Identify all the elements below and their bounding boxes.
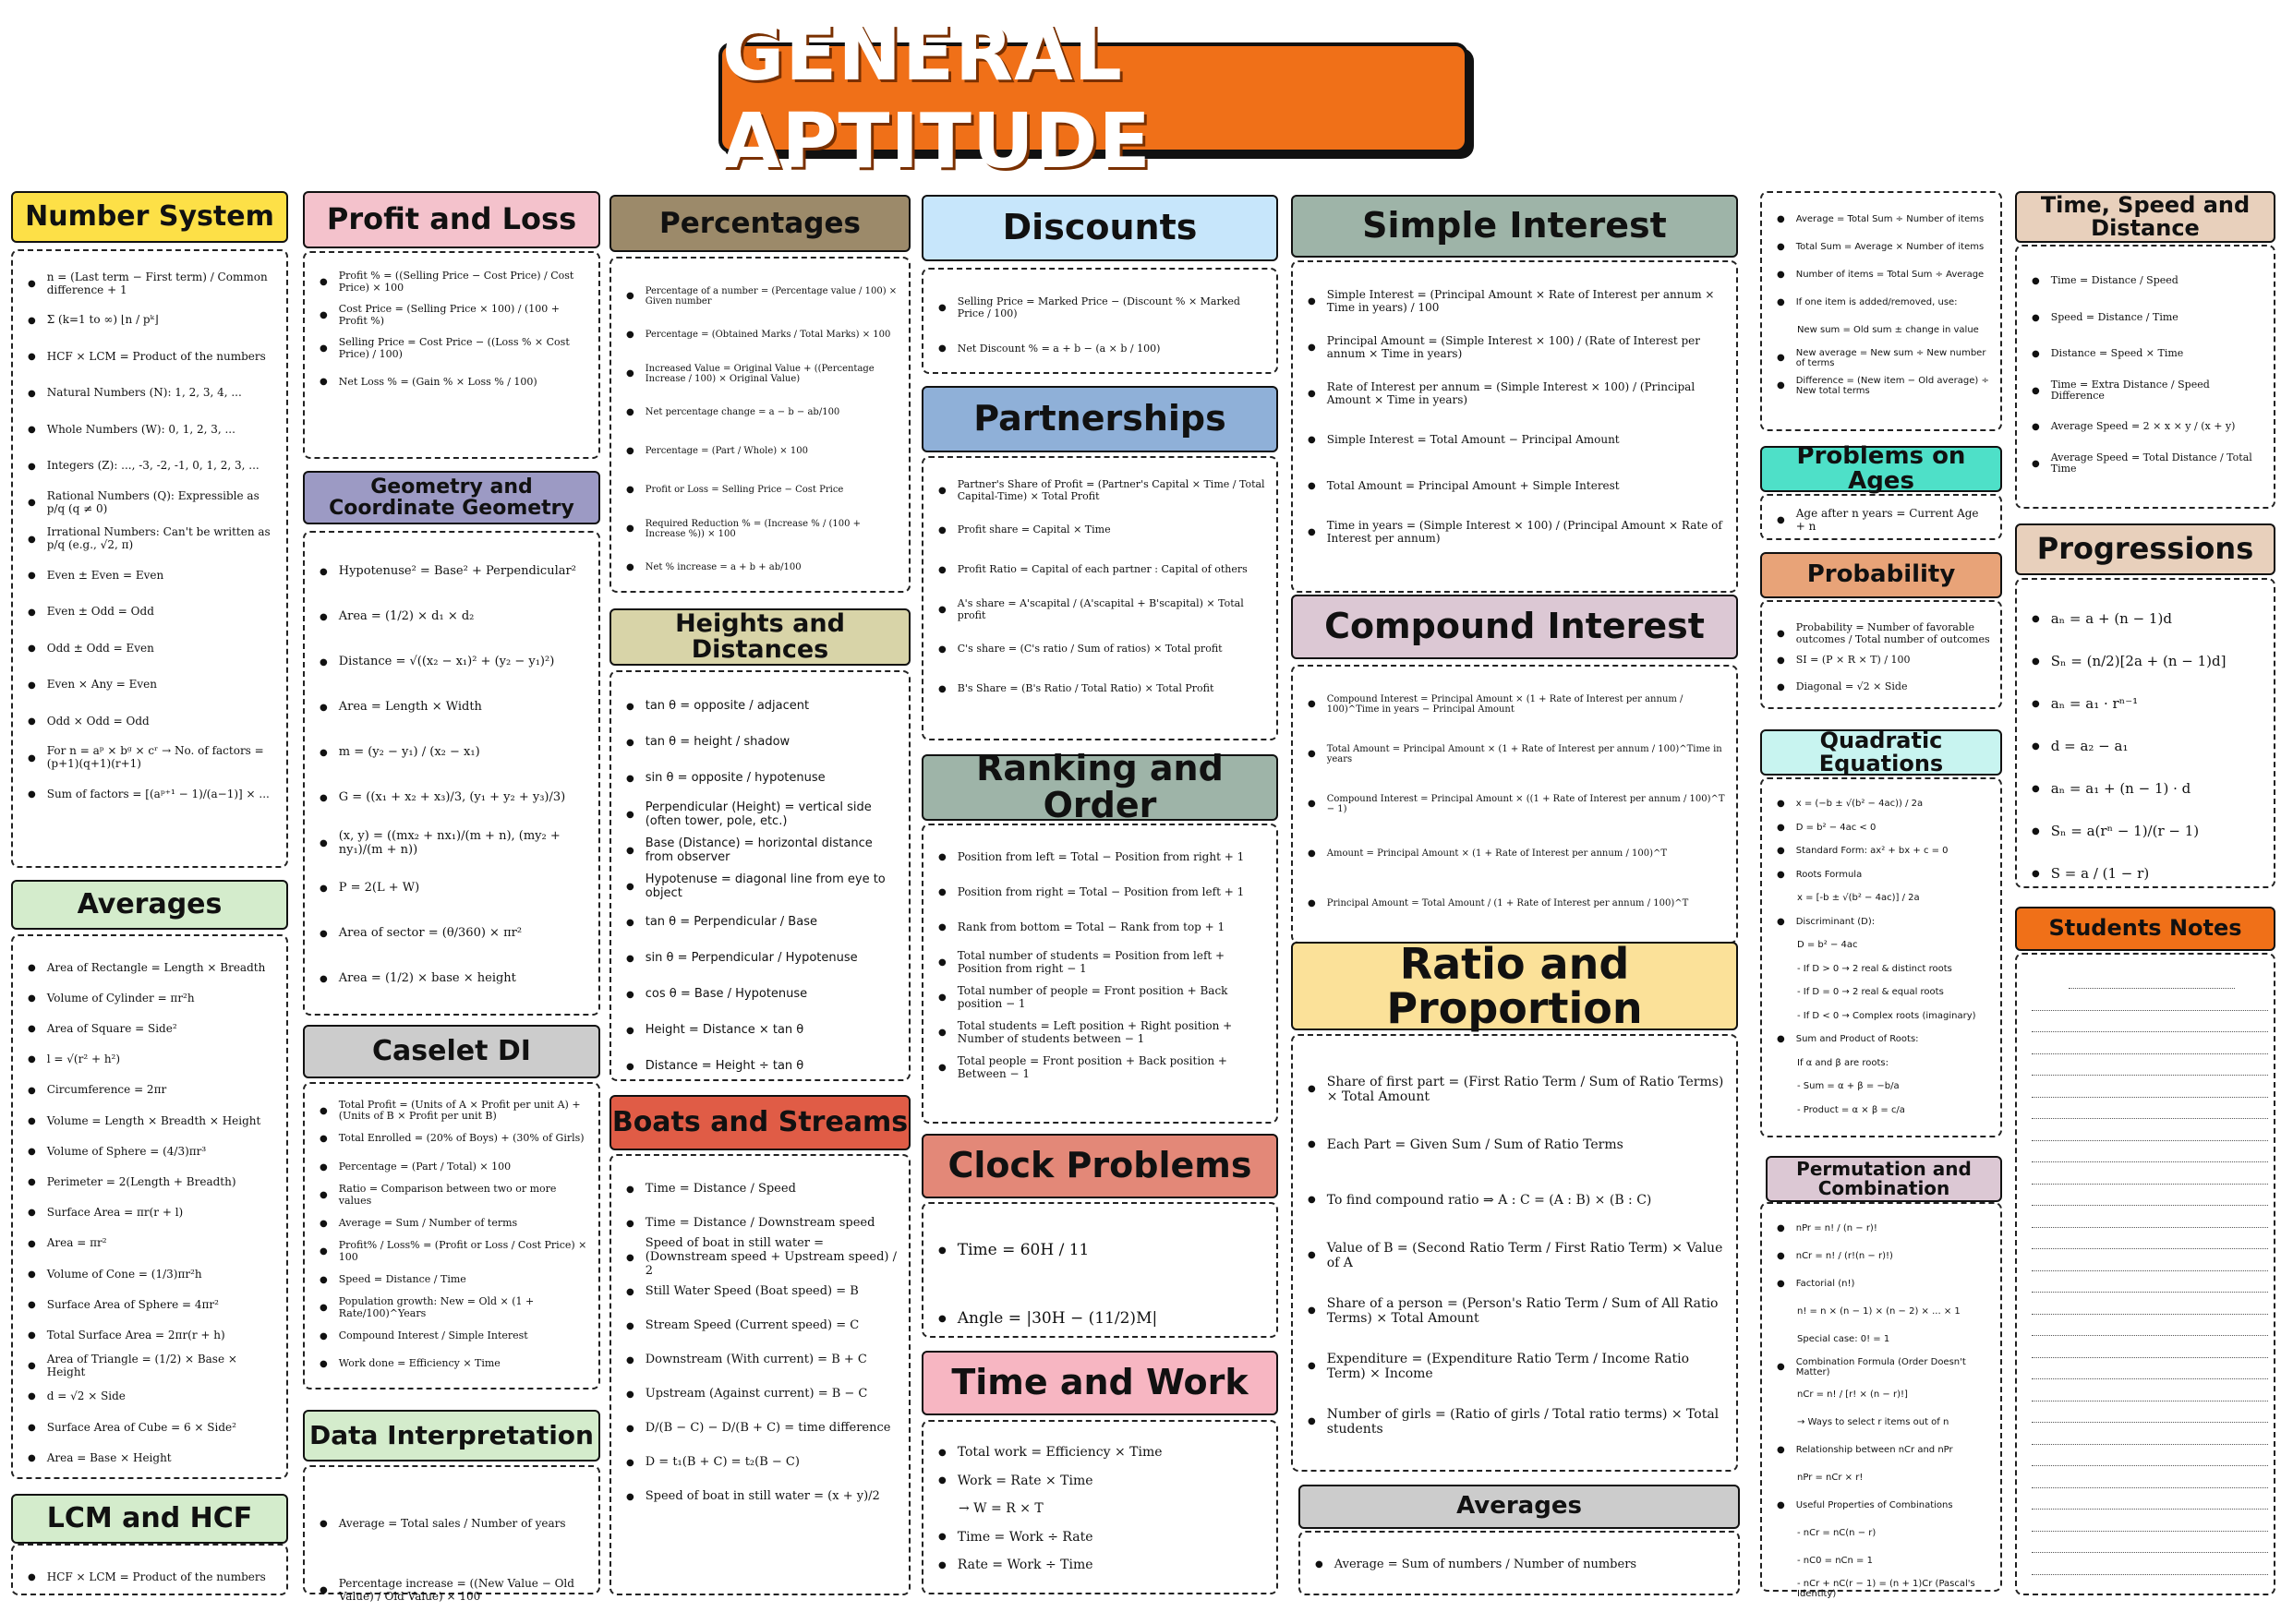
formula-item: ● If one item is added/removed, use:: [1777, 289, 1991, 317]
formula-item: ● tan θ = Perpendicular / Base: [626, 905, 899, 941]
formula-item: ● P = 2(L + W): [320, 866, 589, 911]
clock-header: Clock Problems: [922, 1134, 1278, 1198]
notes-line: [2032, 1552, 2268, 1553]
formula-item: ● Sₙ = a(rⁿ − 1)/(r − 1): [2032, 811, 2264, 853]
formula-item: ● Percentage of a number = (Percentage value / 100) × Given number: [626, 277, 899, 316]
heights-list: [626, 689, 899, 1085]
notes-line: [2032, 1140, 2268, 1141]
formula-item: ● Odd × Odd = Odd: [28, 704, 277, 740]
permutation-header: Permutation and Combination: [1766, 1156, 2002, 1202]
formula-item: ● Odd ± Odd = Even: [28, 631, 277, 668]
discounts-list: [938, 288, 1267, 369]
formula-item: ● Net Loss % = (Gain % × Loss % / 100): [320, 366, 589, 399]
formula-item: ● D/(B − C) − D/(B + C) = time difference: [626, 1412, 899, 1446]
formula-item: ● Total Sum = Average × Number of items: [1777, 234, 1991, 261]
formula-item: ● Speed of boat in still water = (x + y)/2: [626, 1480, 899, 1514]
formula-item: - If D = 0 → 2 real & equal roots: [1797, 987, 1944, 997]
averages-mid-list: [1315, 1551, 1729, 1579]
notes-line: [2032, 1205, 2268, 1206]
avg-rules-list: [1777, 206, 1991, 400]
formula-item: ● Sₙ = (n/2)[2a + (n − 1)d]: [2032, 641, 2264, 683]
formula-item: ● l = √(r² + h²): [28, 1045, 277, 1076]
ages-list: [1777, 507, 1991, 535]
formula-item: - nCr + nC(r − 1) = (n + 1)Cr (Pascal's Identity): [1797, 1578, 1975, 1599]
permutation-list: [1777, 1215, 1991, 1603]
formula-item: ● Percentage = (Obtained Marks / Total Marks) × 100: [626, 316, 899, 355]
formula-item: ● nCr = n! / (r!(n − r)!): [1777, 1243, 1991, 1270]
formula-item: ● Distance = Height ÷ tan θ: [626, 1049, 899, 1085]
notes-line: [2032, 1227, 2268, 1228]
formula-item: ● d = √2 × Side: [28, 1382, 277, 1413]
profit-loss-list: [320, 266, 589, 399]
formula-item: ● Required Reduction % = (Increase % / (100 + Increase %)) × 100: [626, 510, 899, 548]
formula-item: ● SI = (P × R × T) / 100: [1777, 647, 1991, 674]
formula-item: ● Area = Length × Width: [320, 685, 589, 730]
formula-item: ● G = ((x₁ + x₂ + x₃)/3, (y₁ + y₂ + y₃)/3): [320, 776, 589, 821]
heights-header: Heights and Distances: [609, 608, 911, 666]
formula-item: ● aₙ = a + (n − 1)d: [2032, 598, 2264, 641]
formula-item: ● Base (Distance) = horizontal distance from observer: [626, 833, 899, 869]
ages-header: Problems on Ages: [1760, 446, 2002, 492]
formula-item: ● Profit or Loss = Selling Price − Cost Price: [626, 471, 899, 510]
caselet-list: [320, 1097, 589, 1378]
discounts-header: Discounts: [922, 195, 1278, 261]
formula-item: ● Selling Price = Marked Price − (Discount % × Marked Price / 100): [938, 288, 1267, 329]
page-title-box: [718, 10, 1468, 186]
formula-item: ● Downstream (With current) = B + C: [626, 1343, 899, 1377]
formula-item: ● Perimeter = 2(Length + Breadth): [28, 1167, 277, 1197]
formula-item: ● Volume = Length × Breadth × Height: [28, 1106, 277, 1137]
formula-item: ● n = (Last term − First term) / Common difference + 1: [28, 266, 277, 303]
formula-item: ● Time = Distance / Speed: [626, 1173, 899, 1207]
formula-item: - Product = α × β = c/a: [1797, 1104, 1905, 1115]
formula-item: ● Sum of factors = [(aᵖ⁺¹ − 1)/(a−1)] × ...: [28, 776, 277, 813]
formula-item: ● Relationship between nCr and nPr: [1777, 1437, 1991, 1464]
formula-item: ● Value of B = (Second Ratio Term / First Ratio Term) × Value of A: [1308, 1228, 1727, 1283]
notes-line: [2032, 1422, 2268, 1423]
formula-item: ● Profit Ratio = Capital of each partner : Capital of others: [938, 550, 1267, 590]
formula-item: ● Whole Numbers (W): 0, 1, 2, 3, ...: [28, 412, 277, 449]
formula-item: ● Roots Formula: [1777, 863, 1991, 887]
formula-item: ● Probability = Number of favorable outcomes / Total number of outcomes: [1777, 620, 1991, 647]
formula-item: ● Percentage = (Part / Total) × 100: [320, 1153, 589, 1182]
formula-item: ● Average = Total sales / Number of years: [320, 1491, 589, 1558]
formula-item: - nCr = nC(n − r): [1797, 1528, 1877, 1539]
formula-item: ● Number of girls = (Ratio of girls / Total ratio terms) × Total students: [1308, 1394, 1727, 1450]
formula-item: ● Integers (Z): ..., -3, -2, -1, 0, 1, 2, 3, ...: [28, 449, 277, 486]
formula-item: ● Angle = |30H − (11/2)M|: [938, 1285, 1267, 1353]
formula-item: ● Standard Form: ax² + bx + c = 0: [1777, 839, 1991, 863]
geometry-header: Geometry and Coordinate Geometry: [303, 471, 600, 524]
formula-item: ● Area of Rectangle = Length × Breadth: [28, 953, 277, 983]
formula-item: ● m = (y₂ − y₁) / (x₂ − x₁): [320, 730, 589, 776]
formula-item: ● Rate of Interest per annum = (Simple Interest × 100) / (Principal Amount × Time in years): [1308, 371, 1727, 417]
formula-item: ● Time = Distance / Downstream speed: [626, 1207, 899, 1241]
partnerships-header: Partnerships: [922, 386, 1278, 452]
formula-item: nPr = nCr × r!: [1797, 1473, 1864, 1484]
clock-list: [938, 1217, 1267, 1353]
formula-item: ● D = b² − 4ac < 0: [1777, 816, 1991, 840]
formula-item: → W = R × T: [959, 1501, 1044, 1517]
formula-item: ● New average = New sum ÷ New number of terms: [1777, 344, 1991, 372]
formula-item: ● Average = Sum of numbers / Number of numbers: [1315, 1551, 1729, 1579]
formula-item: ● Stream Speed (Current speed) = C: [626, 1309, 899, 1343]
formula-item: ● Amount = Principal Amount × (1 + Rate of Interest per annum / 100)^T: [1308, 829, 1727, 879]
formula-item: ● Cost Price = (Selling Price × 100) / (100 + Profit %): [320, 299, 589, 332]
formula-item: ● Profit share = Capital × Time: [938, 511, 1267, 550]
simple-interest-header: Simple Interest: [1291, 195, 1738, 258]
formula-item: ● nPr = n! / (n − r)!: [1777, 1215, 1991, 1243]
formula-item: ● x = (−b ± √(b² − 4ac)) / 2a: [1777, 792, 1991, 816]
formula-item: ● Area = πr²: [28, 1229, 277, 1259]
formula-item: ● Combination Formula (Order Doesn't Matter): [1777, 1353, 1991, 1381]
formula-item: ● Total Enrolled = (20% of Boys) + (30% of Girls): [320, 1125, 589, 1154]
formula-item: ● Population growth: New = Old × (1 + Rate/100)^Years: [320, 1294, 589, 1323]
percentages-header: Percentages: [609, 195, 911, 252]
formula-item: ● Perpendicular (Height) = vertical side (often tower, pole, etc.): [626, 797, 899, 833]
formula-item: ● Share of first part = (First Ratio Term / Sum of Ratio Terms) × Total Amount: [1308, 1062, 1727, 1117]
formula-item: ● Total Amount = Principal Amount + Simple Interest: [1308, 463, 1727, 510]
notes-line: [2032, 1314, 2268, 1315]
notes-line: [2069, 988, 2235, 989]
formula-item: ● sin θ = opposite / hypotenuse: [626, 761, 899, 797]
formula-item: ● Even ± Even = Even: [28, 558, 277, 595]
formula-item: ● Distance = √((x₂ − x₁)² + (y₂ − y₁)²): [320, 640, 589, 685]
number-system-header: Number System: [11, 191, 288, 243]
lcm-hcf-header: LCM and HCF: [11, 1494, 288, 1544]
formula-item: ● Principal Amount = (Simple Interest × 100) / (Rate of Interest per annum × Time in years): [1308, 325, 1727, 371]
formula-item: ● Average = Sum / Number of terms: [320, 1209, 589, 1238]
time-work-header: Time and Work: [922, 1351, 1278, 1415]
formula-item: ● Diagonal = √2 × Side: [1777, 674, 1991, 701]
formula-item: ● Simple Interest = Total Amount − Principal Amount: [1308, 417, 1727, 463]
data-interp-header: Data Interpretation: [303, 1410, 600, 1462]
formula-item: ● cos θ = Base / Hypotenuse: [626, 977, 899, 1013]
formula-item: ● Area = (1/2) × d₁ × d₂: [320, 595, 589, 640]
formula-item: ● Upstream (Against current) = B − C: [626, 1377, 899, 1412]
quadratic-list: [1777, 792, 1991, 1122]
formula-item: n! = n × (n − 1) × (n − 2) × ... × 1: [1797, 1306, 1961, 1317]
quadratic-header: Quadratic Equations: [1760, 729, 2002, 776]
formula-item: ● Speed of boat in still water = (Downstream speed + Upstream speed) / 2: [626, 1241, 899, 1275]
formula-item: ● Increased Value = Original Value + ((Percentage Increase / 100) × Original Value): [626, 355, 899, 393]
formula-item: ● Age after n years = Current Age + n: [1777, 507, 1991, 535]
formula-item: ● Expenditure = (Expenditure Ratio Term / Income Ratio Term) × Income: [1308, 1339, 1727, 1394]
formula-item: ● Discriminant (D):: [1777, 910, 1991, 934]
formula-item: ● Rate = Work ÷ Time: [938, 1551, 1267, 1580]
formula-item: ● Work = Rate × Time: [938, 1467, 1267, 1496]
formula-item: - If D > 0 → 2 real & distinct roots: [1797, 963, 1952, 974]
percentages-list: [626, 277, 899, 587]
formula-item: ● Compound Interest / Simple Interest: [320, 1322, 589, 1351]
notes-line: [2032, 1053, 2268, 1054]
compound-interest-list: [1308, 680, 1727, 929]
formula-item: ● Area of Triangle = (1/2) × Base × Height: [28, 1351, 277, 1381]
formula-item: ● Selling Price = Cost Price − ((Loss % × Cost Price) / 100): [320, 332, 589, 366]
averages-mid-header: Averages: [1298, 1485, 1740, 1529]
formula-item: ● Σ (k=1 to ∞) ⌊n / pᵏ⌋: [28, 303, 277, 340]
tsd-list: [2032, 263, 2264, 482]
boats-list: [626, 1173, 899, 1514]
formula-item: ● D = t₁(B + C) = t₂(B − C): [626, 1446, 899, 1480]
formula-item: → Ways to select r items out of n: [1797, 1417, 1949, 1428]
ranking-list: [938, 840, 1267, 1086]
ranking-header: Ranking and Order: [922, 754, 1278, 821]
formula-item: ● Each Part = Given Sum / Sum of Ratio Terms: [1308, 1117, 1727, 1173]
formula-item: ● Compound Interest = Principal Amount × ((1 + Rate of Interest per annum / 100)^T − 1): [1308, 779, 1727, 829]
formula-item: ● Average Speed = 2 × x × y / (x + y): [2032, 409, 2264, 446]
formula-item: ● Distance = Speed × Time: [2032, 336, 2264, 373]
formula-item: ● Time = Distance / Speed: [2032, 263, 2264, 300]
notes-line: [2032, 1335, 2268, 1336]
formula-item: ● For n = aᵖ × bᵍ × cʳ → No. of factors = (p+1)(q+1)(r+1): [28, 740, 277, 777]
averages-left-list: [28, 953, 277, 1474]
formula-item: ● Area = (1/2) × base × height: [320, 956, 589, 1002]
formula-item: ● Profit % = ((Selling Price − Cost Price) / Cost Price) × 100: [320, 266, 589, 299]
formula-item: D = b² − 4ac: [1797, 940, 1858, 950]
notes-line: [2032, 1531, 2268, 1532]
formula-item: ● Share of a person = (Person's Ratio Term / Sum of All Ratio Terms) × Total Amount: [1308, 1283, 1727, 1339]
formula-item: ● Rational Numbers (Q): Expressible as p/q (q ≠ 0): [28, 485, 277, 522]
progressions-list: [2032, 598, 2264, 896]
formula-item: ● Hypotenuse² = Base² + Perpendicular²: [320, 549, 589, 595]
formula-item: - Sum = α + β = −b/a: [1797, 1081, 1900, 1091]
notes-line: [2032, 1031, 2268, 1032]
boats-header: Boats and Streams: [609, 1095, 911, 1150]
formula-item: ● Average = Total Sum ÷ Number of items: [1777, 206, 1991, 234]
formula-item: ● Compound Interest = Principal Amount × (1 + Rate of Interest per annum / 100)^Time in years − Principal Amount: [1308, 680, 1727, 729]
lcm-hcf-list: [28, 1564, 277, 1592]
formula-item: ● Total work = Efficiency × Time: [938, 1438, 1267, 1467]
formula-item: ● Even × Any = Even: [28, 668, 277, 704]
formula-item: ● HCF × LCM = Product of the numbers: [28, 339, 277, 376]
formula-item: nCr = n! / [r! × (n − r)!]: [1797, 1389, 1908, 1401]
notes-header: Students Notes: [2015, 907, 2275, 951]
formula-item: ● Surface Area of Sphere = 4πr²: [28, 1290, 277, 1320]
formula-item: ● Total Amount = Principal Amount × (1 + Rate of Interest per annum / 100)^Time in years: [1308, 729, 1727, 779]
notes-line: [2032, 1509, 2268, 1510]
formula-item: ● Factorial (n!): [1777, 1270, 1991, 1298]
formula-item: ● tan θ = height / shadow: [626, 725, 899, 761]
formula-item: ● Volume of Cone = (1/3)πr²h: [28, 1259, 277, 1290]
formula-item: ● Total Profit = (Units of A × Profit per unit A) + (Units of B × Profit per unit B): [320, 1097, 589, 1125]
notes-line: [2032, 1248, 2268, 1249]
formula-item: - If D < 0 → Complex roots (imaginary): [1797, 1010, 1976, 1021]
notes-line: [2032, 1487, 2268, 1488]
formula-item: ● A's share = A'scapital / (A'scapital + B'scapital) × Total profit: [938, 590, 1267, 630]
formula-item: ● Total number of students = Position from left + Position from right − 1: [938, 945, 1267, 980]
formula-item: ● Time in years = (Simple Interest × 100) / (Principal Amount × Rate of Interest per annum): [1308, 510, 1727, 556]
formula-item: ● C's share = (C's ratio / Sum of ratios) × Total profit: [938, 630, 1267, 669]
formula-item: ● Circumference = 2πr: [28, 1076, 277, 1106]
formula-item: New sum = Old sum ± change in value: [1797, 325, 1979, 336]
formula-item: ● tan θ = opposite / adjacent: [626, 689, 899, 725]
formula-item: x = [-b ± √(b² − 4ac)] / 2a: [1797, 893, 1920, 903]
formula-item: ● To find compound ratio ⇒ A : C = (A : B) × (B : C): [1308, 1173, 1727, 1228]
formula-item: ● Work done = Efficiency × Time: [320, 1351, 589, 1379]
formula-item: ● sin θ = Perpendicular / Hypotenuse: [626, 941, 899, 977]
formula-item: ● Net Discount % = a + b − (a × b / 100): [938, 329, 1267, 369]
notes-line: [2032, 1184, 2268, 1185]
notes-line: [2032, 1444, 2268, 1445]
notes-line: [2032, 1161, 2268, 1162]
formula-item: ● Total students = Left position + Right position + Number of students between − 1: [938, 1016, 1267, 1051]
notes-panel: [2015, 953, 2275, 1595]
formula-item: ● HCF × LCM = Product of the numbers: [28, 1564, 277, 1592]
formula-item: ● Surface Area = πr(r + l): [28, 1198, 277, 1229]
progressions-header: Progressions: [2015, 523, 2275, 575]
formula-item: ● Total number of people = Front position + Back position − 1: [938, 980, 1267, 1016]
ratio-list: [1308, 1062, 1727, 1450]
formula-item: ● Natural Numbers (N): 1, 2, 3, 4, ...: [28, 376, 277, 413]
notes-line: [2032, 1118, 2268, 1119]
formula-item: ● aₙ = a₁ + (n − 1) · d: [2032, 768, 2264, 811]
formula-item: ● Partner's Share of Profit = (Partner's Capital × Time / Total Capital-Time) × Total Profit: [938, 471, 1267, 511]
formula-item: ● Total Surface Area = 2πr(r + h): [28, 1320, 277, 1351]
profit-loss-header: Profit and Loss: [303, 191, 600, 248]
notes-line: [2032, 1270, 2268, 1271]
formula-item: ● Height = Distance × tan θ: [626, 1013, 899, 1049]
probability-header: Probability: [1760, 552, 2002, 598]
compound-interest-header: Compound Interest: [1291, 595, 1738, 659]
formula-item: ● Simple Interest = (Principal Amount × Rate of Interest per annum × Time in years) / 100: [1308, 279, 1727, 325]
formula-item: ● Percentage = (Part / Whole) × 100: [626, 432, 899, 471]
notes-line: [2032, 1378, 2268, 1379]
formula-item: If α and β are roots:: [1797, 1057, 1889, 1068]
notes-line: [2032, 1075, 2268, 1076]
formula-item: ● Position from right = Total − Position from left + 1: [938, 875, 1267, 910]
formula-item: ● Volume of Cylinder = πr²h: [28, 983, 277, 1014]
formula-item: ● Volume of Sphere = (4/3)πr³: [28, 1137, 277, 1167]
formula-item: ● Even ± Odd = Odd: [28, 595, 277, 632]
tsd-header: Time, Speed and Distance: [2015, 191, 2275, 243]
formula-item: ● Principal Amount = Total Amount / (1 + Rate of Interest per annum / 100)^T: [1308, 879, 1727, 929]
notes-line: [2032, 1357, 2268, 1358]
ratio-header: Ratio and Proportion: [1291, 942, 1738, 1030]
formula-item: ● Total people = Front position + Back position + Between − 1: [938, 1051, 1267, 1086]
probability-list: [1777, 620, 1991, 701]
formula-item: ● Still Water Speed (Boat speed) = B: [626, 1275, 899, 1309]
formula-item: ● Time = Work ÷ Rate: [938, 1523, 1267, 1552]
notes-line: [2032, 1010, 2268, 1011]
formula-item: ● Speed = Distance / Time: [320, 1266, 589, 1294]
formula-item: ● B's Share = (B's Ratio / Total Ratio) × Total Profit: [938, 669, 1267, 709]
notes-line: [2032, 1292, 2268, 1293]
data-interp-list: [320, 1491, 589, 1624]
formula-item: ● Sum and Product of Roots:: [1777, 1028, 1991, 1052]
formula-item: ● Hypotenuse = diagonal line from eye to object: [626, 869, 899, 905]
formula-item: ● Speed = Distance / Time: [2032, 300, 2264, 337]
formula-item: ● Rank from bottom = Total − Rank from top + 1: [938, 910, 1267, 945]
formula-item: ● Useful Properties of Combinations: [1777, 1492, 1991, 1520]
formula-item: ● Net percentage change = a − b − ab/100: [626, 393, 899, 432]
partnerships-list: [938, 471, 1267, 709]
geometry-list: [320, 549, 589, 1002]
page-title: GENERAL APTITUDE: [722, 10, 1152, 186]
formula-item: ● aₙ = a₁ · rⁿ⁻¹: [2032, 683, 2264, 726]
notes-line: [2032, 1465, 2268, 1466]
formula-item: ● Time = 60H / 11: [938, 1217, 1267, 1285]
time-work-list: [938, 1438, 1267, 1580]
simple-interest-list: [1308, 279, 1727, 556]
formula-item: ● Percentage increase = ((New Value − Old Value) / Old Value) × 100: [320, 1558, 589, 1624]
formula-item: ● S = a / (1 − r): [2032, 853, 2264, 896]
averages-left-header: Averages: [11, 880, 288, 930]
notes-line: [2032, 1097, 2268, 1098]
formula-item: ● (x, y) = ((mx₂ + nx₁)/(m + n), (my₂ + ny₁)/(m + n)): [320, 821, 589, 866]
formula-item: ● Average Speed = Total Distance / Total Time: [2032, 446, 2264, 483]
formula-item: ● Irrational Numbers: Can't be written as p/q (e.g., √2, π): [28, 522, 277, 559]
formula-item: ● Area of Square = Side²: [28, 1014, 277, 1044]
formula-item: ● Area = Base × Height: [28, 1443, 277, 1474]
formula-item: ● Surface Area of Cube = 6 × Side²: [28, 1413, 277, 1443]
formula-item: ● Number of items = Total Sum ÷ Average: [1777, 261, 1991, 289]
formula-item: ● Position from left = Total − Position from right + 1: [938, 840, 1267, 875]
formula-item: ● Difference = (New item − Old average) ÷ New total terms: [1777, 372, 1991, 400]
formula-item: ● Ratio = Comparison between two or more values: [320, 1182, 589, 1210]
formula-item: ● Net % increase = a + b + ab/100: [626, 548, 899, 587]
formula-item: ● Profit% / Loss% = (Profit or Loss / Cost Price) × 100: [320, 1238, 589, 1267]
notes-line: [2032, 1574, 2268, 1575]
formula-item: - nC0 = nCn = 1: [1797, 1556, 1873, 1567]
formula-item: ● Time = Extra Distance / Speed Difference: [2032, 373, 2264, 410]
formula-item: ● Area of sector = (θ/360) × πr²: [320, 911, 589, 956]
formula-item: ● d = a₂ − a₁: [2032, 726, 2264, 768]
number-system-list: [28, 266, 277, 813]
formula-item: Special case: 0! = 1: [1797, 1334, 1890, 1345]
caselet-header: Caselet DI: [303, 1025, 600, 1078]
